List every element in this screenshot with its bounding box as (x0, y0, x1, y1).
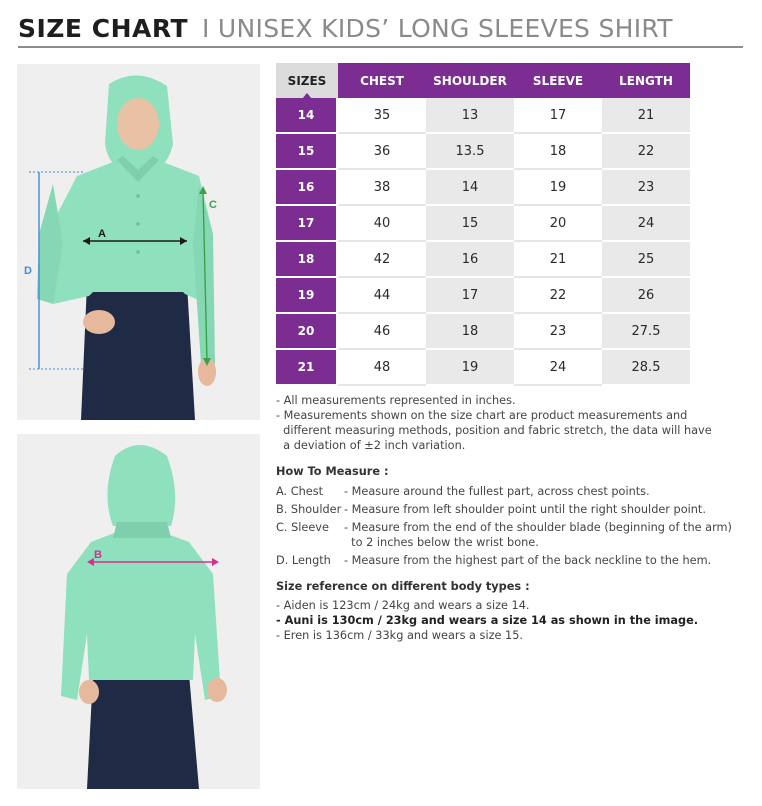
table-row (276, 314, 690, 350)
label-c: C (209, 199, 217, 211)
chest-cell: 40 (338, 206, 426, 242)
size-cell: 20 (276, 314, 338, 350)
page-title (18, 14, 673, 48)
shoulder-cell: 18 (426, 314, 514, 350)
chest-cell: 35 (338, 98, 426, 134)
table-row (276, 134, 690, 170)
table-row (276, 98, 690, 134)
label-d: D (24, 265, 32, 277)
size-reference-list (276, 598, 698, 643)
header-shoulder: SHOULDER (426, 63, 514, 98)
note-line: - All measurements represented in inches. (276, 394, 516, 407)
note-line: - Measurements shown on the size chart are product measurements and (276, 409, 688, 422)
length-cell: 21 (602, 98, 690, 134)
size-cell: 15 (276, 134, 338, 170)
length-cell: 28.5 (602, 350, 690, 386)
table-row (276, 242, 690, 278)
shoulder-cell: 13.5 (426, 134, 514, 170)
chest-cell: 48 (338, 350, 426, 386)
shoulder-cell: 15 (426, 206, 514, 242)
note-line: a deviation of ±2 inch variation. (276, 439, 466, 452)
front-view-photo (17, 64, 260, 420)
measurement-notes (276, 393, 736, 453)
sleeve-cell: 23 (514, 314, 602, 350)
sleeve-cell: 21 (514, 242, 602, 278)
face-shape (117, 98, 159, 150)
note-line: different measuring methods, position and fabric stretch, the data will have (276, 424, 712, 437)
reference-line: - Aiden is 123cm / 24kg and wears a size 14. (276, 599, 530, 612)
label-b: B (94, 549, 102, 561)
table-row (276, 350, 690, 386)
table-row (276, 278, 690, 314)
size-cell: 14 (276, 98, 338, 134)
how-to-measure-title: How To Measure : (276, 465, 389, 478)
size-table (276, 63, 690, 386)
skirt-back-shape (87, 674, 199, 789)
header-sleeve: SLEEVE (514, 63, 602, 98)
sleeve-cell: 20 (514, 206, 602, 242)
hijab-back-shape (107, 445, 175, 526)
length-cell: 27.5 (602, 314, 690, 350)
reference-line-highlight: - Auni is 130cm / 23kg and wears a size 14 as shown in the image. (276, 614, 699, 627)
back-view-photo (17, 434, 260, 789)
length-cell: 22 (602, 134, 690, 170)
sleeve-cell: 17 (514, 98, 602, 134)
reference-line: - Eren is 136cm / 33kg and wears a size 15. (276, 629, 524, 642)
sleeve-cell: 22 (514, 278, 602, 314)
size-cell: 16 (276, 170, 338, 206)
sleeve-cell: 19 (514, 170, 602, 206)
shoulder-cell: 14 (426, 170, 514, 206)
shoulder-cell: 13 (426, 98, 514, 134)
sleeve-cell: 24 (514, 350, 602, 386)
chest-cell: 38 (338, 170, 426, 206)
length-cell: 25 (602, 242, 690, 278)
chest-cell: 36 (338, 134, 426, 170)
chest-cell: 46 (338, 314, 426, 350)
header-sizes: SIZES (276, 63, 338, 98)
shoulder-cell: 16 (426, 242, 514, 278)
length-cell: 23 (602, 170, 690, 206)
table-row (276, 206, 690, 242)
shoulder-cell: 17 (426, 278, 514, 314)
size-reference-title: Size reference on different body types : (276, 580, 530, 593)
title-bold: SIZE CHART (18, 14, 189, 43)
chest-cell: 44 (338, 278, 426, 314)
size-cell: 21 (276, 350, 338, 386)
size-cell: 18 (276, 242, 338, 278)
length-cell: 26 (602, 278, 690, 314)
title-divider (18, 46, 743, 48)
size-cell: 19 (276, 278, 338, 314)
table-row (276, 170, 690, 206)
sleeve-cell: 18 (514, 134, 602, 170)
length-cell: 24 (602, 206, 690, 242)
table-header-row (276, 63, 690, 98)
chest-cell: 42 (338, 242, 426, 278)
skirt-shape (81, 284, 195, 420)
shoulder-cell: 19 (426, 350, 514, 386)
label-a: A (98, 228, 106, 240)
header-chest: CHEST (338, 63, 426, 98)
size-cell: 17 (276, 206, 338, 242)
title-subtitle: I UNISEX KIDS’ LONG SLEEVES SHIRT (202, 14, 673, 43)
header-length: LENGTH (602, 63, 690, 98)
